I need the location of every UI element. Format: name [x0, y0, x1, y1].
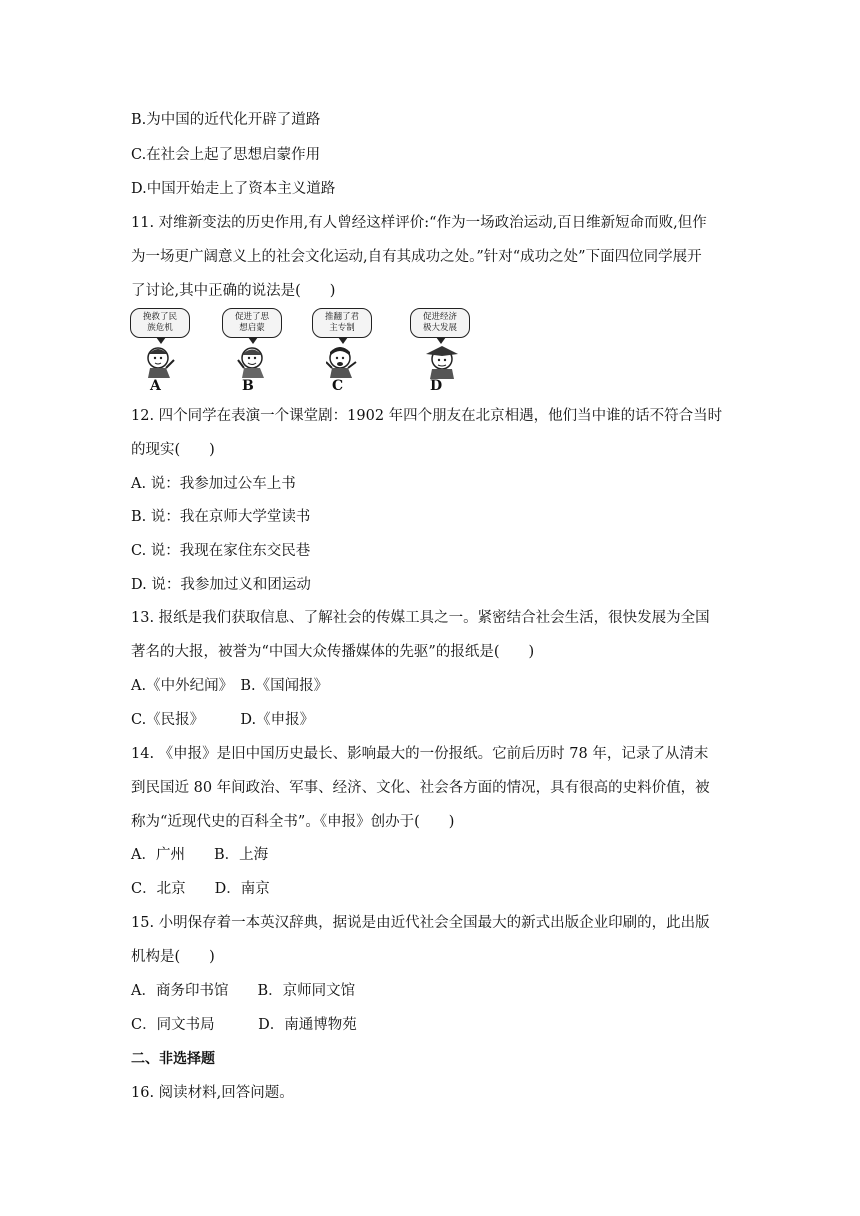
text-line-l14: 著名的大报，被誉为“中国大众传播媒体的先驱”的报纸是( ) — [131, 644, 535, 660]
text-line-l27: 16. 阅读材料,回答问题。 — [131, 1085, 294, 1101]
text-line-l24: A．商务印书馆 B．京师同文馆 — [131, 983, 356, 999]
student-d-icon — [424, 346, 464, 380]
bubble-c-line2: 主专制 — [329, 323, 355, 333]
student-c-icon — [326, 346, 362, 380]
cartoon-c — [312, 308, 378, 398]
text-line-l9: A. 说：我参加过公车上书 — [131, 476, 296, 492]
text-line-l25: C．同文书局 D．南通博物苑 — [131, 1017, 357, 1033]
text-line-l17: 14. 《申报》是旧中国历史最长、影响最大的一份报纸。它前后历时 78 年，记录了从清末 — [131, 746, 709, 762]
text-line-l6: 了讨论,其中正确的说法是( ) — [131, 283, 336, 299]
text-line-l2: C.在社会上起了思想启蒙作用 — [131, 147, 321, 163]
text-line-l12: D. 说：我参加过义和团运动 — [131, 577, 311, 593]
text-line-l22: 15. 小明保存着一本英汉辞典，据说是由近代社会全国最大的新式出版企业印刷的，此出版 — [131, 915, 710, 931]
bubble-c-line1: 推翻了君 — [324, 312, 359, 322]
speech-bubble-c — [312, 308, 372, 338]
text-line-l1: B.为中国的近代化开辟了道路 — [131, 112, 321, 128]
option-letter-c: C — [332, 378, 344, 394]
text-line-l13: 13. 报纸是我们获取信息、了解社会的传媒工具之一。紧密结合社会生活，很快发展为全国 — [131, 610, 710, 626]
text-line-l16: C.《民报》 D.《申报》 — [131, 712, 315, 728]
bubble-d-line2: 极大发展 — [422, 323, 457, 333]
text-line-l21: C．北京 D．南京 — [131, 881, 270, 897]
option-letter-d: D — [430, 378, 443, 394]
text-line-l19: 称为“近现代史的百科全书”。《申报》创办于( ) — [131, 814, 455, 830]
text-line-l4: 11. 对维新变法的历史作用,有人曾经这样评价:“作为一场政治运动,百日维新短命而败,但作 — [131, 215, 707, 231]
student-a-icon — [144, 346, 180, 380]
speech-bubble-b — [222, 308, 282, 338]
text-line-l11: C. 说：我现在家住东交民巷 — [131, 543, 311, 559]
text-line-l26: 二、非选择题 — [131, 1051, 215, 1067]
cartoon-b — [222, 308, 288, 398]
text-line-l15: A.《中外纪闻》 B.《国闻报》 — [131, 678, 329, 694]
speech-bubble-a — [130, 308, 190, 338]
text-line-l23: 机构是( ) — [131, 949, 215, 965]
cartoon-d — [410, 308, 476, 398]
text-line-l10: B. 说：我在京师大学堂读书 — [131, 509, 311, 525]
bubble-b-line1: 促进了思 — [234, 312, 269, 322]
text-line-l7: 12. 四个同学在表演一个课堂剧：1902 年四个朋友在北京相遇，他们当中谁的话不符合当时 — [131, 408, 723, 424]
text-line-l3: D.中国开始走上了资本主义道路 — [131, 181, 336, 197]
bubble-a-line2: 族危机 — [147, 323, 173, 333]
text-line-l18: 到民国近 80 年间政治、军事、经济、文化、社会各方面的情况，具有很高的史料价值，被 — [131, 780, 710, 796]
cartoon-a — [130, 308, 196, 398]
bubble-d-line1: 促进经济 — [422, 312, 457, 322]
option-letter-a: A — [150, 378, 161, 394]
text-line-l20: A．广州 B．上海 — [131, 847, 269, 863]
text-line-l5: 为一场更广阔意义上的社会文化运动,自有其成功之处。”针对“成功之处”下面四位同学展开 — [131, 249, 702, 265]
bubble-a-line1: 挽救了民 — [142, 312, 177, 322]
option-letter-b: B — [242, 378, 254, 394]
student-b-icon — [236, 346, 272, 380]
q11-cartoon-figure — [130, 308, 490, 398]
text-line-l8: 的现实( ) — [131, 442, 215, 458]
bubble-b-line2: 想启蒙 — [239, 323, 265, 333]
speech-bubble-d — [410, 308, 470, 338]
